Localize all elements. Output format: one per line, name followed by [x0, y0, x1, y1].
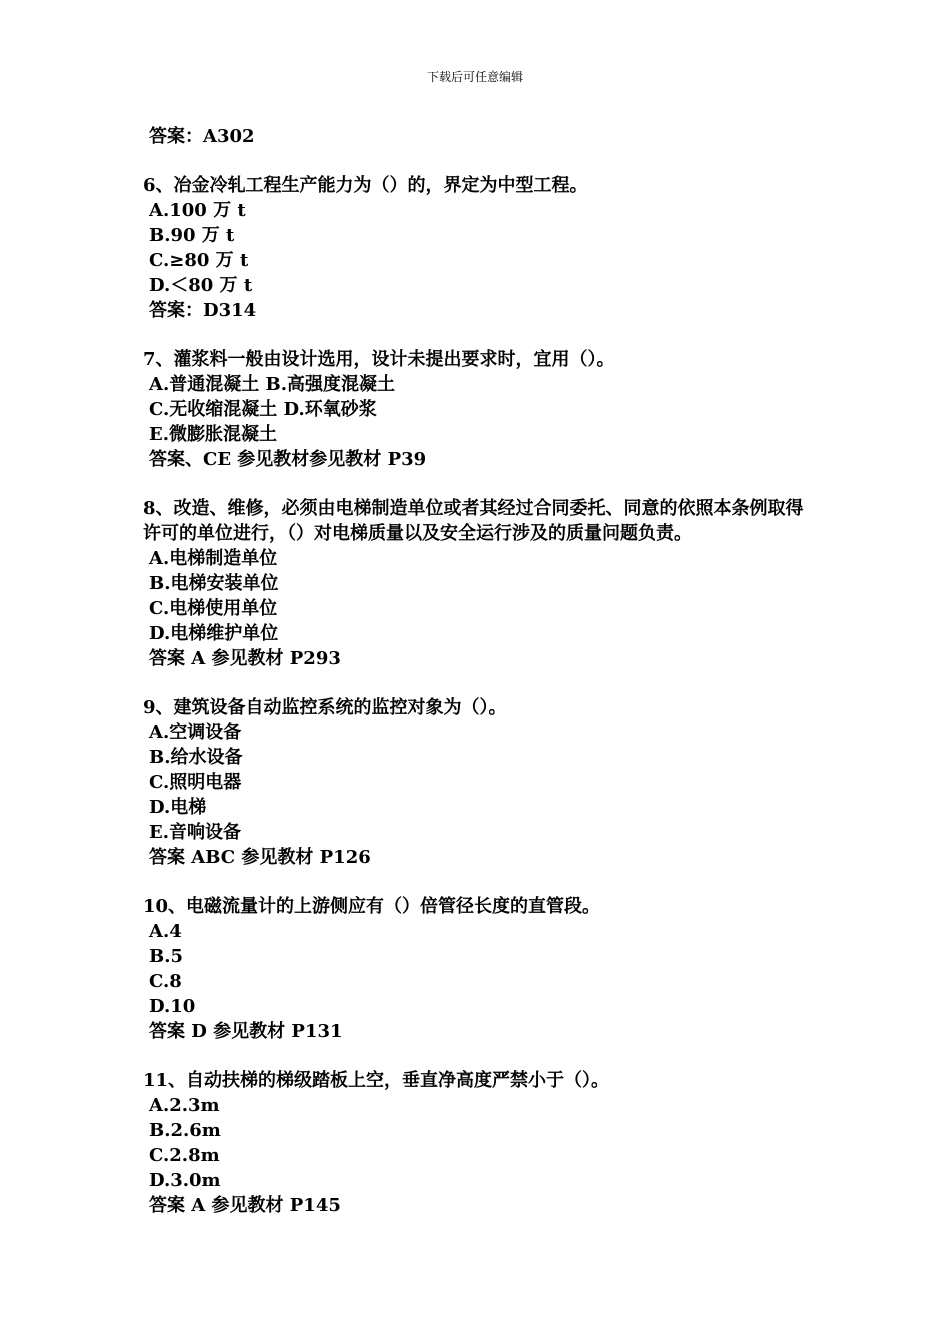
question-block	[143, 173, 813, 323]
question-block	[143, 1068, 813, 1218]
option: C.2.8m	[149, 1145, 220, 1166]
question-block	[143, 695, 813, 870]
answer-line: 答案 D 参见教材 P131	[149, 1021, 343, 1042]
option: A.100 万 t	[149, 200, 246, 221]
option: D.10	[149, 996, 196, 1017]
question-stem: 6、冶金冷轧工程生产能力为（）的，界定为中型工程。	[143, 175, 588, 196]
answer-line: 答案：A302	[149, 126, 255, 147]
option: A.空调设备	[149, 722, 242, 743]
option: A.电梯制造单位	[149, 548, 278, 569]
option: C.电梯使用单位	[149, 598, 278, 619]
option: B.给水设备	[149, 747, 243, 768]
answer-line: 答案：D314	[149, 300, 257, 321]
option: C.8	[149, 971, 182, 992]
question-stem: 8、改造、维修，必须由电梯制造单位或者其经过合同委托、同意的依照本条例取得许可的单位进行，（）对电梯质量以及安全运行涉及的质量问题负责。	[143, 498, 804, 544]
option: B.2.6m	[149, 1120, 221, 1141]
option: C.无收缩混凝土 D.环氧砂浆	[149, 399, 377, 420]
question-block	[143, 347, 813, 472]
option: B.90 万 t	[149, 225, 235, 246]
page-header: 下载后可任意编辑	[426, 70, 523, 84]
option: B.5	[149, 946, 184, 967]
option: D.3.0m	[149, 1170, 221, 1191]
option: C.≥80 万 t	[149, 250, 249, 271]
option: A.2.3m	[149, 1095, 220, 1116]
question-block	[143, 894, 813, 1044]
answer-line: 答案 A 参见教材 P145	[149, 1195, 341, 1216]
question-stem: 11、自动扶梯的梯级踏板上空，垂直净高度严禁小于（）。	[143, 1070, 610, 1091]
question-stem: 7、灌浆料一般由设计选用，设计未提出要求时，宜用（）。	[143, 349, 615, 370]
option: E.音响设备	[149, 822, 241, 843]
option: C.照明电器	[149, 772, 242, 793]
option: D.＜80 万 t	[149, 275, 253, 296]
question-list	[143, 124, 813, 1218]
question-block	[143, 496, 813, 671]
answer-line: 答案 ABC 参见教材 P126	[149, 847, 371, 868]
question-stem: 10、电磁流量计的上游侧应有（）倍管径长度的直管段。	[143, 896, 601, 917]
option: D.电梯维护单位	[149, 623, 279, 644]
option: D.电梯	[149, 797, 207, 818]
option: A.4	[149, 921, 182, 942]
option: E.微膨胀混凝土	[149, 424, 277, 445]
question-stem: 9、建筑设备自动监控系统的监控对象为（）。	[143, 697, 507, 718]
option: B.电梯安装单位	[149, 573, 279, 594]
answer-line: 答案 A 参见教材 P293	[149, 648, 341, 669]
answer-line: 答案、CE 参见教材参见教材 P39	[149, 449, 427, 470]
option: A.普通混凝土 B.高强度混凝土	[149, 374, 395, 395]
